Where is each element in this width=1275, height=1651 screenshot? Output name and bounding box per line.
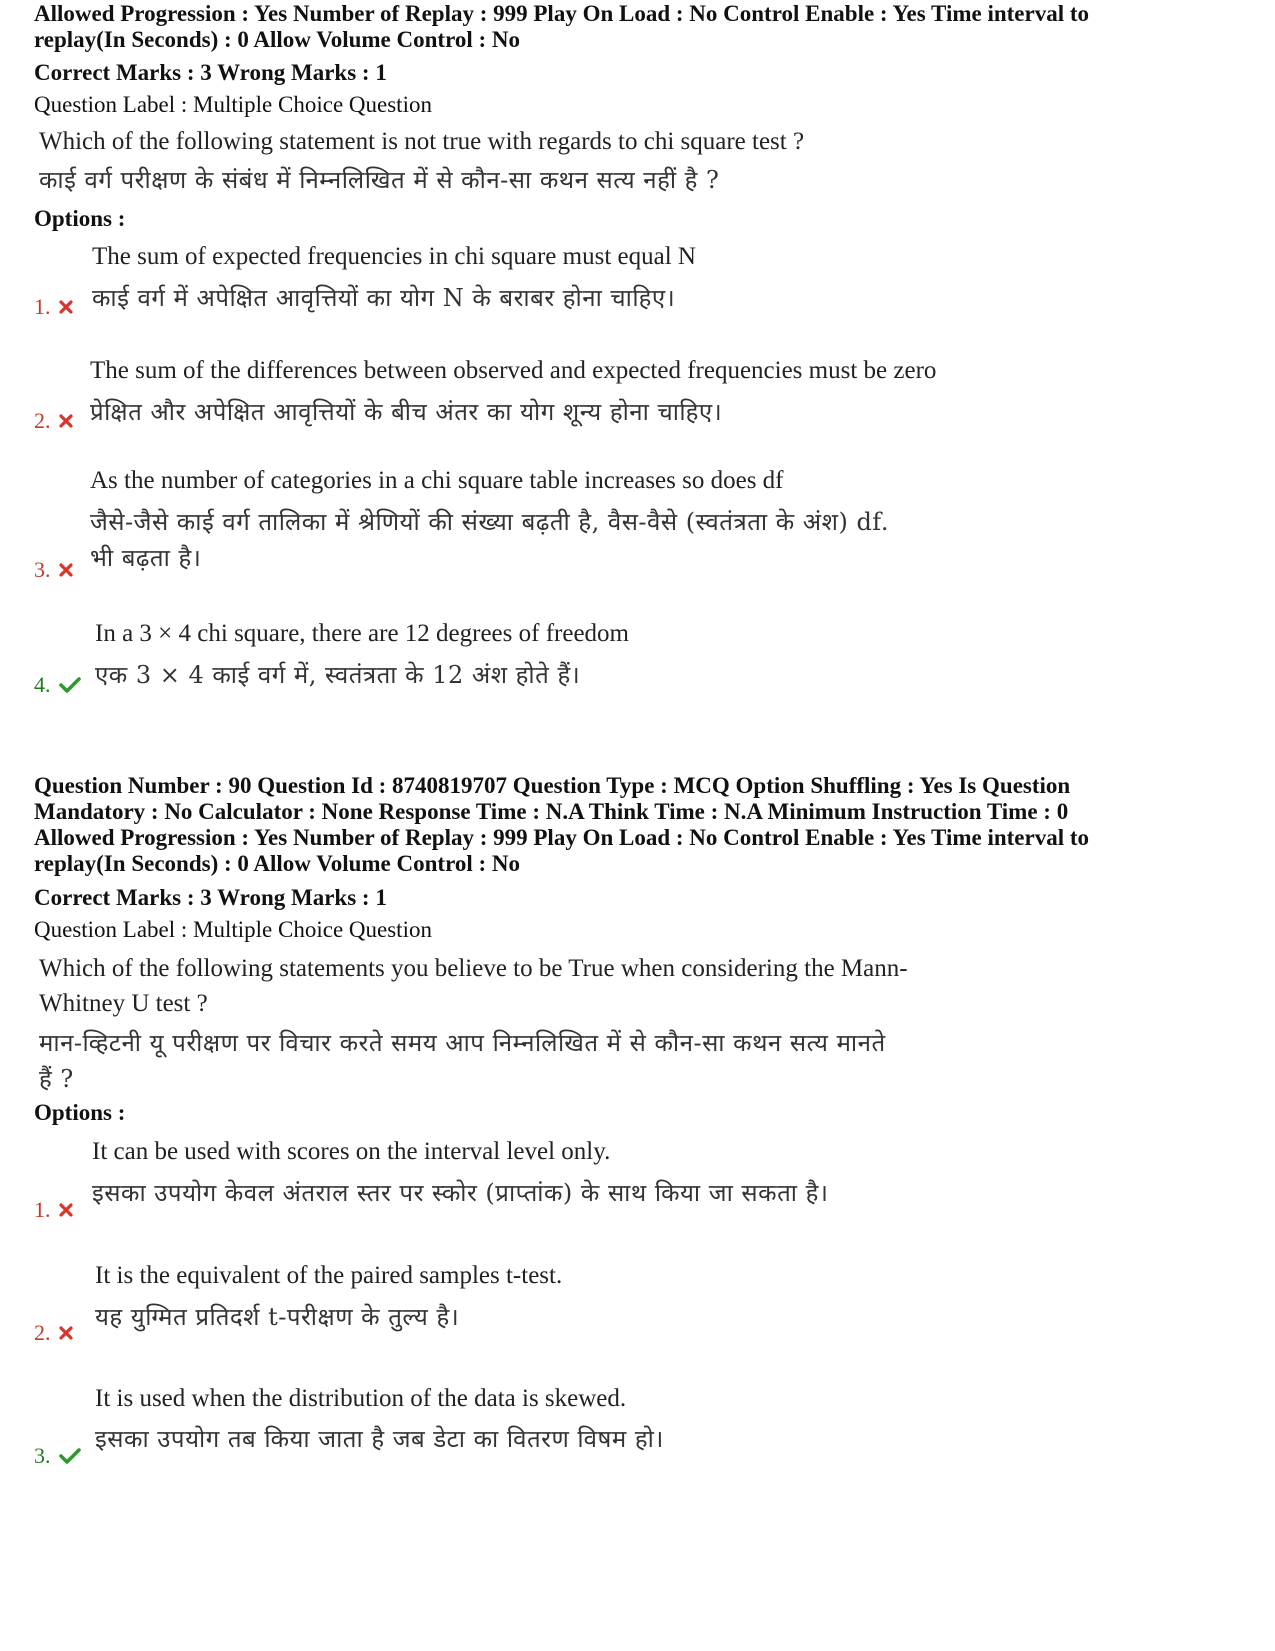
q89-option-4-marker (34, 672, 81, 698)
q89-option-1-en: The sum of expected frequencies in chi square must equal N (92, 243, 696, 270)
q89-option-2-hi: प्रेक्षित और अपेक्षित आवृत्तियों के बीच अंतर का योग शून्य होना चाहिए। (90, 398, 723, 426)
cross-icon (59, 1326, 73, 1340)
q90-question-label: Question Label : Multiple Choice Question (34, 917, 432, 942)
q90-option-3-number: 3. (34, 1443, 51, 1468)
q90-option-3-hi: इसका उपयोग तब किया जाता है जब डेटा का वितरण विषम हो। (95, 1425, 664, 1453)
q89-question-label: Question Label : Multiple Choice Question (34, 92, 432, 117)
q90-question-hi-line-2: हैं ? (39, 1065, 74, 1093)
cross-icon (59, 563, 73, 577)
q89-marks: Correct Marks : 3 Wrong Marks : 1 (34, 60, 387, 85)
q90-option-2-hi: यह युग्मित प्रतिदर्श t-परीक्षण के तुल्य है। (95, 1303, 460, 1331)
q90-option-2-en: It is the equivalent of the paired samples t-test. (95, 1262, 563, 1289)
cross-icon (59, 414, 73, 428)
q89-option-4-hi: एक 3 × 4 काई वर्ग में, स्वतंत्रता के 12 अंश होते हैं। (95, 661, 581, 689)
q89-option-2-en: The sum of the differences between observed and expected frequencies must be zero (90, 357, 937, 384)
q90-meta-line-2: Mandatory : No Calculator : None Response Time : N.A Think Time : N.A Minimum Instruction Time : 0 (34, 799, 1069, 824)
q89-question-en: Which of the following statement is not true with regards to chi square test ? (39, 128, 805, 155)
q89-option-4-number: 4. (34, 672, 51, 697)
q89-option-3-en: As the number of categories in a chi square table increases so does df (90, 467, 784, 494)
q89-option-3-hi-line-2: भी बढ़ता है। (90, 544, 202, 572)
q89-meta-line-2: replay(In Seconds) : 0 Allow Volume Control : No (34, 27, 521, 52)
q89-option-3-marker (34, 557, 73, 583)
q89-option-1-marker (34, 294, 73, 320)
q90-option-2-number: 2. (34, 1320, 51, 1345)
cross-icon (59, 300, 73, 314)
q90-marks: Correct Marks : 3 Wrong Marks : 1 (34, 885, 387, 910)
q90-meta-line-3: Allowed Progression : Yes Number of Replay : 999 Play On Load : No Control Enable : Yes Time interval to (34, 825, 1090, 850)
q90-option-1-marker (34, 1197, 73, 1223)
q90-meta-line-1: Question Number : 90 Question Id : 8740819707 Question Type : MCQ Option Shuffling : Yes Is Question (34, 773, 1071, 798)
q89-option-1-number: 1. (34, 294, 51, 319)
q90-option-1-en: It can be used with scores on the interval level only. (92, 1138, 611, 1165)
q89-option-2-number: 2. (34, 408, 51, 433)
q89-question-hi: काई वर्ग परीक्षण के संबंध में निम्नलिखित में से कौन-सा कथन सत्य नहीं है ? (39, 166, 720, 194)
q89-option-3-number: 3. (34, 557, 51, 582)
q89-option-4-en: In a 3 × 4 chi square, there are 12 degrees of freedom (95, 620, 629, 647)
q90-options-heading: Options : (34, 1100, 126, 1125)
q90-option-3-marker (34, 1443, 81, 1469)
q90-question-en-line-1: Which of the following statements you believe to be True when considering the Mann- (39, 955, 908, 982)
q89-option-3-hi-line-1: जैसे-जैसे काई वर्ग तालिका में श्रेणियों की संख्या बढ़ती है, वैस-वैसे (स्वतंत्रता के अंश) df. (90, 508, 889, 536)
q90-option-1-hi: इसका उपयोग केवल अंतराल स्तर पर स्कोर (प्राप्तांक) के साथ किया जा सकता है। (92, 1179, 829, 1207)
q89-options-heading: Options : (34, 206, 126, 231)
cross-icon (59, 1203, 73, 1217)
check-icon (59, 1448, 81, 1464)
q90-question-hi-line-1: मान-व्हिटनी यू परीक्षण पर विचार करते समय आप निम्नलिखित में से कौन-सा कथन सत्य मानते (39, 1029, 886, 1057)
q89-meta-line-1: Allowed Progression : Yes Number of Replay : 999 Play On Load : No Control Enable : Yes Time interval to (34, 1, 1090, 26)
q90-question-en-line-2: Whitney U test ? (39, 990, 208, 1017)
q90-option-3-en: It is used when the distribution of the data is skewed. (95, 1385, 627, 1412)
q90-option-1-number: 1. (34, 1197, 51, 1222)
q90-option-2-marker (34, 1320, 73, 1346)
q90-meta-line-4: replay(In Seconds) : 0 Allow Volume Control : No (34, 851, 521, 876)
q89-option-1-hi: काई वर्ग में अपेक्षित आवृत्तियों का योग N के बराबर होना चाहिए। (92, 284, 676, 312)
check-icon (59, 677, 81, 693)
q89-option-2-marker (34, 408, 73, 434)
